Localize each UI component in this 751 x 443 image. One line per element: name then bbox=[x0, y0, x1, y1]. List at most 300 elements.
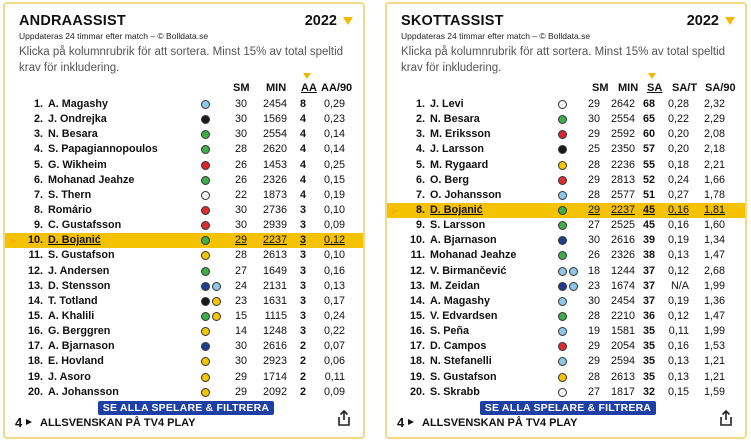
table-row[interactable] bbox=[5, 218, 363, 233]
cell-pert: 0,12 bbox=[667, 309, 689, 322]
column-headers bbox=[387, 82, 745, 96]
table-row[interactable] bbox=[5, 158, 363, 173]
row-rank: 15. bbox=[27, 309, 43, 322]
table-row[interactable] bbox=[5, 279, 363, 294]
cell-pert: 0,13 bbox=[667, 355, 689, 368]
cell-stat: 4 bbox=[299, 188, 306, 201]
row-rank: 8. bbox=[33, 203, 43, 216]
cell-stat: 68 bbox=[642, 98, 655, 110]
cell-min: 2326 bbox=[262, 173, 287, 186]
cell-per90: 0,06 bbox=[323, 355, 345, 368]
row-rank: 20. bbox=[27, 385, 43, 398]
cell-min: 2237 bbox=[610, 203, 635, 216]
cell-sm: 25 bbox=[587, 143, 600, 156]
cell-min: 2923 bbox=[262, 355, 287, 368]
share-icon[interactable] bbox=[719, 410, 733, 426]
sort-hint: Klicka på kolumnrubrik för att sortera. Minst 15% av total speltid krav för inkludering. bbox=[19, 46, 344, 74]
row-rank: 8. bbox=[415, 203, 425, 216]
cell-per90: 1,78 bbox=[703, 188, 725, 201]
cell-per90: 1,81 bbox=[703, 203, 725, 216]
player-name[interactable]: S. Thern bbox=[48, 188, 92, 201]
cell-stat: 37 bbox=[642, 264, 655, 277]
row-rank: 9. bbox=[415, 219, 425, 232]
column-header-sa[interactable]: SA bbox=[647, 82, 663, 94]
row-rank: 4. bbox=[33, 143, 43, 156]
player-name[interactable]: A. Johansson bbox=[48, 385, 119, 398]
player-name[interactable]: N. Besara bbox=[48, 128, 98, 141]
table-row[interactable] bbox=[5, 324, 363, 339]
cell-sm: 14 bbox=[234, 325, 247, 338]
cell-stat: 52 bbox=[642, 173, 655, 186]
cell-per90: 2,08 bbox=[703, 128, 725, 141]
cell-sm: 26 bbox=[234, 173, 247, 186]
cell-per90: 1,60 bbox=[703, 219, 725, 232]
tv4-play-link[interactable]: ALLSVENSKAN PÅ TV4 PLAY bbox=[40, 417, 196, 429]
row-rank: 17. bbox=[27, 340, 43, 353]
row-rank: 19. bbox=[409, 370, 425, 383]
table-row[interactable] bbox=[387, 370, 745, 385]
player-name[interactable]: Mohanad Jeahze bbox=[48, 173, 135, 186]
row-rank: 11. bbox=[410, 249, 425, 262]
player-name[interactable]: A. Magashy bbox=[48, 98, 108, 110]
cell-min: 2577 bbox=[610, 188, 635, 201]
table-row[interactable] bbox=[387, 294, 745, 309]
player-name[interactable]: T. Totland bbox=[48, 294, 98, 307]
cell-per90: 0,17 bbox=[323, 294, 345, 307]
cell-sm: 30 bbox=[234, 340, 247, 353]
club-logo-icon bbox=[201, 373, 210, 382]
skottassist-panel bbox=[385, 2, 747, 439]
cell-sm: 28 bbox=[587, 158, 600, 171]
cell-pert: 0,15 bbox=[667, 385, 689, 398]
table-row[interactable] bbox=[5, 142, 363, 157]
row-rank: 18. bbox=[27, 355, 43, 368]
cell-stat: 3 bbox=[299, 219, 306, 232]
cell-per90: 0,23 bbox=[323, 113, 345, 126]
club-logo-icon bbox=[201, 282, 210, 291]
cell-stat: 4 bbox=[299, 128, 306, 141]
row-rank: 14. bbox=[27, 294, 43, 307]
cell-stat: 39 bbox=[642, 234, 655, 247]
row-rank: 3. bbox=[415, 128, 425, 141]
cell-stat: 4 bbox=[299, 113, 306, 126]
club-logo-icon bbox=[569, 282, 578, 291]
table-row[interactable] bbox=[387, 339, 745, 354]
row-rank: 3. bbox=[33, 128, 43, 141]
cell-sm: 29 bbox=[587, 203, 600, 216]
club-logo-icon bbox=[558, 191, 567, 200]
cell-stat: 3 bbox=[299, 249, 306, 262]
player-name[interactable]: S. Papagiannopoulos bbox=[48, 143, 158, 156]
share-icon[interactable] bbox=[337, 410, 351, 426]
table-row[interactable] bbox=[5, 354, 363, 369]
cell-stat: 36 bbox=[642, 309, 655, 322]
cell-sm: 30 bbox=[234, 355, 247, 368]
cell-per90: 0,11 bbox=[324, 370, 345, 383]
cell-stat: 4 bbox=[299, 143, 306, 156]
row-rank: 4. bbox=[415, 143, 425, 156]
cell-stat: 45 bbox=[642, 219, 655, 232]
table-row[interactable] bbox=[5, 264, 363, 279]
tv4-play-link[interactable]: ALLSVENSKAN PÅ TV4 PLAY bbox=[422, 417, 578, 429]
row-rank: 13. bbox=[409, 279, 425, 292]
cell-sm: 30 bbox=[234, 113, 247, 126]
cell-stat: 38 bbox=[642, 249, 655, 262]
column-header-min[interactable]: MIN bbox=[266, 82, 287, 94]
table-row[interactable] bbox=[387, 188, 745, 203]
column-header-aa90[interactable]: AA/90 bbox=[321, 82, 353, 94]
cell-sm: 30 bbox=[587, 234, 600, 247]
player-name[interactable]: G. Berggren bbox=[48, 325, 111, 338]
player-name[interactable]: A. Bjarnason bbox=[430, 234, 497, 247]
row-rank: 6. bbox=[33, 173, 43, 186]
club-logo-icon bbox=[201, 206, 210, 215]
cell-stat: 2 bbox=[299, 370, 306, 383]
cell-per90: 0,14 bbox=[323, 128, 345, 141]
cell-per90: 2,29 bbox=[703, 113, 725, 126]
cell-sm: 29 bbox=[587, 340, 600, 353]
cell-sm: 18 bbox=[587, 264, 600, 277]
player-name[interactable]: S. Larsson bbox=[430, 219, 486, 232]
table-row[interactable] bbox=[387, 97, 745, 112]
table-row[interactable] bbox=[387, 248, 745, 263]
table-row[interactable] bbox=[5, 370, 363, 385]
cell-stat: 51 bbox=[642, 188, 655, 201]
cell-min: 2613 bbox=[610, 370, 635, 383]
cell-stat: 3 bbox=[299, 234, 306, 247]
cell-per90: 0,12 bbox=[323, 234, 345, 247]
cell-min: 2554 bbox=[610, 113, 635, 126]
cell-stat: 55 bbox=[642, 158, 655, 171]
cell-min: 2939 bbox=[262, 219, 287, 232]
table-row[interactable] bbox=[387, 127, 745, 142]
club-logo-icon bbox=[569, 267, 578, 276]
panel-title: SKOTTASSIST bbox=[401, 13, 504, 29]
player-name[interactable]: M. Zeidan bbox=[430, 279, 480, 292]
cell-per90: 0,07 bbox=[323, 340, 345, 353]
club-logo-icon bbox=[558, 388, 567, 397]
row-rank: 1. bbox=[33, 98, 43, 110]
cell-min: 1569 bbox=[262, 113, 287, 126]
see-all-players-button[interactable]: SE ALLA SPELARE & FILTRERA bbox=[98, 401, 274, 415]
cell-min: 2642 bbox=[610, 98, 635, 110]
club-logo-icon bbox=[558, 145, 567, 154]
table-row[interactable] bbox=[5, 339, 363, 354]
cell-pert: 0,13 bbox=[667, 249, 689, 262]
table-row[interactable] bbox=[387, 385, 745, 400]
table-row[interactable] bbox=[387, 142, 745, 157]
table-row[interactable] bbox=[387, 324, 745, 339]
table-row[interactable] bbox=[387, 218, 745, 233]
club-logo-icon bbox=[201, 176, 210, 185]
player-name[interactable]: M. Eriksson bbox=[430, 128, 491, 141]
column-header-sm[interactable]: SM bbox=[592, 82, 609, 94]
table-row[interactable] bbox=[5, 203, 363, 218]
play-icon bbox=[26, 419, 32, 425]
cell-sm: 22 bbox=[234, 188, 247, 201]
sort-indicator-icon bbox=[303, 73, 311, 79]
club-logo-icon bbox=[558, 206, 567, 215]
column-header-sat[interactable]: SA/T bbox=[672, 82, 698, 94]
table-row[interactable] bbox=[5, 233, 363, 248]
chevron-down-icon[interactable] bbox=[343, 17, 353, 25]
table-row[interactable] bbox=[5, 294, 363, 309]
cell-sm: 30 bbox=[234, 219, 247, 232]
cell-per90: 0,14 bbox=[323, 143, 345, 156]
cell-min: 2620 bbox=[262, 143, 287, 156]
cell-min: 1817 bbox=[610, 385, 635, 398]
club-logo-icon bbox=[201, 297, 210, 306]
club-logo-icon bbox=[558, 373, 567, 382]
row-rank: 15. bbox=[409, 309, 425, 322]
table-row[interactable] bbox=[5, 97, 363, 112]
club-logo-icon bbox=[201, 267, 210, 276]
player-name[interactable]: O. Berg bbox=[430, 173, 469, 186]
player-name[interactable]: D. Bojanić bbox=[48, 234, 101, 247]
cell-sm: 23 bbox=[587, 279, 600, 292]
sort-indicator-icon bbox=[648, 73, 656, 79]
table-row[interactable] bbox=[387, 279, 745, 294]
cell-per90: 1,34 bbox=[703, 234, 725, 247]
cell-stat: 2 bbox=[299, 340, 306, 353]
table-row[interactable] bbox=[387, 158, 745, 173]
cell-per90: 1,47 bbox=[703, 249, 725, 262]
cell-sm: 30 bbox=[587, 294, 600, 307]
player-name[interactable]: M. Rygaard bbox=[430, 158, 489, 171]
year-selector[interactable]: 2022 bbox=[304, 13, 337, 29]
cell-pert: 0,19 bbox=[667, 294, 689, 307]
row-rank: 2. bbox=[33, 113, 43, 126]
cell-min: 2131 bbox=[262, 279, 287, 292]
player-name[interactable]: S. Gustafson bbox=[430, 370, 497, 383]
row-rank: 1. bbox=[415, 98, 425, 110]
cell-min: 1631 bbox=[262, 294, 287, 307]
row-rank: 10. bbox=[27, 234, 43, 247]
cell-min: 2594 bbox=[610, 355, 635, 368]
player-name[interactable]: N. Besara bbox=[430, 113, 480, 126]
club-logo-icon bbox=[558, 342, 567, 351]
row-rank: 2. bbox=[415, 113, 425, 126]
table-row[interactable] bbox=[387, 264, 745, 279]
player-name[interactable]: Romário bbox=[48, 203, 92, 216]
player-name[interactable]: O. Johansson bbox=[430, 188, 502, 201]
club-logo-icon bbox=[212, 297, 221, 306]
cell-sm: 28 bbox=[234, 249, 247, 262]
player-name[interactable]: V. Edvardsen bbox=[430, 309, 498, 322]
cell-sm: 29 bbox=[234, 234, 247, 247]
table-row[interactable] bbox=[5, 112, 363, 127]
table-row[interactable] bbox=[5, 309, 363, 324]
column-header-min[interactable]: MIN bbox=[618, 82, 639, 94]
cell-min: 2592 bbox=[610, 128, 635, 141]
cell-pert: 0,16 bbox=[667, 340, 689, 353]
player-name[interactable]: J. Ondrejka bbox=[48, 113, 107, 126]
cell-pert: 0,22 bbox=[667, 113, 689, 126]
cell-pert: 0,13 bbox=[667, 370, 689, 383]
player-name[interactable]: V. Birmančević bbox=[430, 264, 507, 277]
column-header-sa90[interactable]: SA/90 bbox=[705, 82, 736, 94]
player-name[interactable]: D. Bojanić bbox=[430, 203, 483, 216]
cell-stat: 3 bbox=[299, 294, 306, 307]
cell-stat: 37 bbox=[642, 294, 655, 307]
cell-per90: 2,21 bbox=[703, 158, 725, 171]
cell-per90: 1,21 bbox=[703, 370, 725, 383]
table-row[interactable] bbox=[5, 173, 363, 188]
cell-min: 2616 bbox=[262, 340, 287, 353]
cell-min: 1244 bbox=[610, 264, 635, 277]
club-logo-icon bbox=[558, 251, 567, 260]
player-name[interactable]: E. Hovland bbox=[48, 355, 104, 368]
club-logo-icon bbox=[201, 130, 210, 139]
cell-stat: 2 bbox=[299, 385, 306, 398]
club-logo-icon bbox=[201, 357, 210, 366]
cell-min: 2454 bbox=[262, 98, 287, 110]
cell-stat: 60 bbox=[642, 128, 655, 141]
cell-sm: 29 bbox=[587, 98, 600, 110]
player-name[interactable]: A. Magashy bbox=[430, 294, 490, 307]
panel-title: ANDRAASSIST bbox=[19, 13, 126, 29]
player-name[interactable]: N. Stefanelli bbox=[430, 355, 492, 368]
cell-min: 2350 bbox=[610, 143, 635, 156]
cell-per90: 0,13 bbox=[323, 279, 345, 292]
row-rank: 17. bbox=[409, 340, 425, 353]
cell-stat: 3 bbox=[299, 309, 306, 322]
player-name[interactable]: A. Bjarnason bbox=[48, 340, 115, 353]
table-row[interactable] bbox=[387, 354, 745, 369]
cell-pert: 0,16 bbox=[667, 203, 689, 216]
row-rank: 16. bbox=[27, 325, 43, 338]
table-row[interactable] bbox=[5, 385, 363, 400]
club-logo-icon bbox=[558, 221, 567, 230]
cell-per90: 2,32 bbox=[703, 98, 725, 110]
club-logo-icon bbox=[201, 312, 210, 321]
row-rank: 5. bbox=[33, 158, 43, 171]
player-name[interactable]: G. Wikheim bbox=[48, 158, 107, 171]
cell-min: 1873 bbox=[262, 188, 287, 201]
tv4-logo[interactable]: 4 bbox=[15, 415, 23, 430]
leaderboard-table bbox=[387, 97, 745, 400]
table-row[interactable] bbox=[387, 309, 745, 324]
table-row[interactable] bbox=[387, 203, 745, 218]
player-name[interactable]: J. Andersen bbox=[48, 264, 110, 277]
table-row[interactable] bbox=[5, 248, 363, 263]
cell-min: 2326 bbox=[610, 249, 635, 262]
club-logo-icon bbox=[201, 236, 210, 245]
cell-sm: 28 bbox=[587, 188, 600, 201]
cell-per90: 0,22 bbox=[323, 325, 345, 338]
cell-sm: 23 bbox=[234, 294, 247, 307]
cell-per90: 0,09 bbox=[323, 385, 345, 398]
player-name[interactable]: A. Khalili bbox=[48, 309, 95, 322]
cell-stat: 3 bbox=[299, 325, 306, 338]
club-logo-icon bbox=[212, 312, 221, 321]
cell-stat: 4 bbox=[299, 173, 306, 186]
row-rank: 7. bbox=[415, 188, 425, 201]
cell-per90: 1,99 bbox=[703, 279, 725, 292]
player-name[interactable]: D. Campos bbox=[430, 340, 487, 353]
cell-pert: 0,28 bbox=[667, 98, 689, 110]
cell-min: 2736 bbox=[262, 203, 287, 216]
table-row[interactable] bbox=[387, 173, 745, 188]
cell-sm: 28 bbox=[587, 309, 600, 322]
cell-pert: 0,20 bbox=[667, 128, 689, 141]
row-rank: 12. bbox=[409, 264, 425, 277]
club-logo-icon bbox=[558, 100, 567, 109]
column-header-aa[interactable]: AA bbox=[301, 82, 317, 94]
club-logo-icon bbox=[558, 161, 567, 170]
cell-stat: 3 bbox=[299, 279, 306, 292]
row-rank: 18. bbox=[409, 355, 425, 368]
cell-min: 2210 bbox=[610, 309, 635, 322]
cell-stat: 8 bbox=[299, 98, 306, 110]
cell-pert: 0,18 bbox=[667, 158, 689, 171]
cell-stat: 35 bbox=[642, 325, 655, 338]
club-logo-icon bbox=[558, 176, 567, 185]
cell-pert: 0,12 bbox=[667, 264, 689, 277]
cell-min: 2054 bbox=[610, 340, 635, 353]
andraassist-panel bbox=[3, 2, 365, 439]
cell-sm: 30 bbox=[234, 98, 247, 110]
chevron-down-icon[interactable] bbox=[725, 17, 735, 25]
cell-pert: N/A bbox=[671, 279, 689, 292]
player-name[interactable]: J. Levi bbox=[430, 98, 464, 110]
cell-per90: 0,16 bbox=[323, 264, 345, 277]
column-header-sm[interactable]: SM bbox=[233, 82, 250, 94]
see-all-players-button[interactable]: SE ALLA SPELARE & FILTRERA bbox=[480, 401, 656, 415]
cell-pert: 0,16 bbox=[667, 219, 689, 232]
cell-min: 2236 bbox=[610, 158, 635, 171]
cell-per90: 1,21 bbox=[703, 355, 725, 368]
player-name[interactable]: Mohanad Jeahze bbox=[430, 249, 517, 262]
cell-per90: 0,29 bbox=[323, 98, 345, 110]
tv4-logo[interactable]: 4 bbox=[397, 415, 405, 430]
player-name[interactable]: J. Asoro bbox=[48, 370, 91, 383]
cell-sm: 29 bbox=[234, 385, 247, 398]
player-name[interactable]: S. Peña bbox=[430, 325, 470, 338]
column-headers bbox=[5, 82, 363, 96]
table-row[interactable] bbox=[387, 233, 745, 248]
cell-min: 2613 bbox=[262, 249, 287, 262]
cell-sm: 26 bbox=[587, 249, 600, 262]
cell-min: 1714 bbox=[262, 370, 287, 383]
player-name[interactable]: C. Gustafsson bbox=[48, 219, 122, 232]
player-name[interactable]: J. Larsson bbox=[430, 143, 485, 156]
table-row[interactable] bbox=[5, 188, 363, 203]
current-player-marker-icon bbox=[10, 237, 17, 245]
cell-min: 2092 bbox=[262, 385, 287, 398]
player-name[interactable]: D. Stensson bbox=[48, 279, 111, 292]
cell-sm: 29 bbox=[587, 355, 600, 368]
table-row[interactable] bbox=[5, 127, 363, 142]
cell-per90: 0,10 bbox=[323, 203, 345, 216]
cell-stat: 65 bbox=[642, 113, 655, 126]
cell-per90: 1,47 bbox=[703, 309, 725, 322]
club-logo-icon bbox=[558, 312, 567, 321]
year-selector[interactable]: 2022 bbox=[686, 13, 719, 29]
cell-stat: 4 bbox=[299, 158, 306, 171]
cell-pert: 0,19 bbox=[667, 234, 689, 247]
update-note: Uppdateras 24 timmar efter match – © Bolldata.se bbox=[19, 31, 209, 41]
club-logo-icon bbox=[558, 327, 567, 336]
cell-per90: 1,36 bbox=[703, 294, 725, 307]
cell-stat: 3 bbox=[299, 264, 306, 277]
cell-sm: 30 bbox=[587, 113, 600, 126]
table-row[interactable] bbox=[387, 112, 745, 127]
player-name[interactable]: S. Gustafson bbox=[48, 249, 115, 262]
player-name[interactable]: S. Skrabb bbox=[430, 385, 480, 398]
cell-pert: 0,11 bbox=[668, 325, 689, 338]
cell-min: 2525 bbox=[610, 219, 635, 232]
